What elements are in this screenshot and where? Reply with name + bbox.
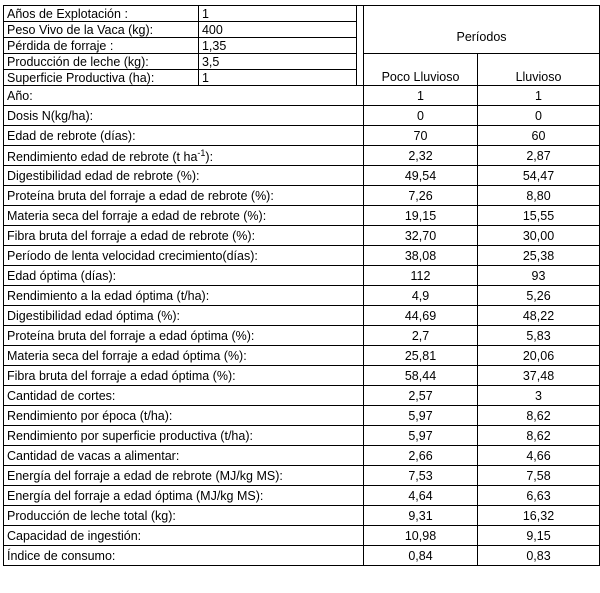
table-row [4,506,600,526]
param-value: 1 [198,70,356,86]
value-poco-lluvioso: 2,57 [364,386,478,406]
value-lluvioso: 15,55 [478,206,600,226]
table-row [4,306,600,326]
row-label: Índice de consumo: [4,546,364,566]
row-label: Digestibilidad edad óptima (%): [4,306,364,326]
value-poco-lluvioso: 5,97 [364,406,478,426]
table-row [4,146,600,166]
row-label: Materia seca del forraje a edad de rebrote (%): [4,206,364,226]
table-row [4,466,600,486]
table-row [4,106,600,126]
value-poco-lluvioso: 5,97 [364,426,478,446]
row-label: Rendimiento a la edad óptima (t/ha): [4,286,364,306]
table-row [4,186,600,206]
value-lluvioso: 48,22 [478,306,600,326]
row-label: Año: [4,86,364,106]
value-lluvioso: 20,06 [478,346,600,366]
value-lluvioso: 93 [478,266,600,286]
row-label: Rendimiento por época (t/ha): [4,406,364,426]
column-header-poco-lluvioso: Poco Lluvioso [364,54,478,86]
table-row [4,366,600,386]
value-poco-lluvioso: 58,44 [364,366,478,386]
value-lluvioso: 9,15 [478,526,600,546]
row-label: Rendimiento por superficie productiva (t/ha): [4,426,364,446]
value-poco-lluvioso: 0 [364,106,478,126]
header-blank [364,6,600,22]
value-poco-lluvioso: 44,69 [364,306,478,326]
value-poco-lluvioso: 2,7 [364,326,478,346]
table-row [4,246,600,266]
value-lluvioso: 5,26 [478,286,600,306]
param-label: Años de Explotación : [4,6,199,22]
row-label-text: Rendimiento edad de rebrote (t ha [7,150,198,165]
param-value: 3,5 [198,54,356,70]
value-lluvioso: 8,62 [478,406,600,426]
table-row [4,206,600,226]
row-label [4,146,364,166]
value-lluvioso: 0,83 [478,546,600,566]
value-poco-lluvioso: 0,84 [364,546,478,566]
value-poco-lluvioso: 38,08 [364,246,478,266]
value-lluvioso: 30,00 [478,226,600,246]
value-lluvioso: 54,47 [478,166,600,186]
header-spacer [356,6,363,86]
param-label: Pérdida de forraje : [4,38,199,54]
value-poco-lluvioso: 25,81 [364,346,478,366]
table-row [4,486,600,506]
row-label: Fibra bruta del forraje a edad de rebrote (%): [4,226,364,246]
table-row [4,266,600,286]
table-row [4,526,600,546]
row-label-superscript: -1 [197,148,206,159]
value-lluvioso: 16,32 [478,506,600,526]
value-poco-lluvioso: 1 [364,86,478,106]
row-label: Cantidad de cortes: [4,386,364,406]
param-label: Peso Vivo de la Vaca (kg): [4,22,199,38]
column-header-lluvioso: Lluvioso [478,54,600,86]
table-row [4,286,600,306]
value-lluvioso: 6,63 [478,486,600,506]
param-value: 1,35 [198,38,356,54]
row-label: Energía del forraje a edad óptima (MJ/kg MS): [4,486,364,506]
value-lluvioso: 8,62 [478,426,600,446]
value-poco-lluvioso: 4,64 [364,486,478,506]
table-row [4,346,600,366]
results-table [3,5,600,566]
results-table-body [4,6,600,566]
table-row [4,386,600,406]
value-lluvioso: 5,83 [478,326,600,346]
row-label: Capacidad de ingestión: [4,526,364,546]
value-poco-lluvioso: 19,15 [364,206,478,226]
value-lluvioso: 25,38 [478,246,600,266]
param-value: 1 [198,6,356,22]
results-sheet [3,5,600,566]
row-label: Proteína bruta del forraje a edad óptima (%): [4,326,364,346]
param-label: Superficie Productiva (ha): [4,70,199,86]
param-row [4,6,600,22]
value-poco-lluvioso: 4,9 [364,286,478,306]
value-lluvioso: 60 [478,126,600,146]
row-label: Producción de leche total (kg): [4,506,364,526]
value-lluvioso: 8,80 [478,186,600,206]
value-poco-lluvioso: 49,54 [364,166,478,186]
value-poco-lluvioso: 32,70 [364,226,478,246]
value-poco-lluvioso: 7,53 [364,466,478,486]
value-lluvioso: 1 [478,86,600,106]
table-row [4,406,600,426]
param-value: 400 [198,22,356,38]
value-lluvioso: 2,87 [478,146,600,166]
table-row [4,126,600,146]
value-lluvioso: 3 [478,386,600,406]
param-row [4,54,600,70]
value-lluvioso: 0 [478,106,600,126]
row-label: Período de lenta velocidad crecimiento(días): [4,246,364,266]
table-row [4,226,600,246]
row-label-suffix: ): [205,150,214,165]
row-label: Edad óptima (días): [4,266,364,286]
value-poco-lluvioso: 112 [364,266,478,286]
periods-header: Períodos [364,22,600,54]
row-label: Digestibilidad edad de rebrote (%): [4,166,364,186]
row-label: Fibra bruta del forraje a edad óptima (%): [4,366,364,386]
table-row [4,446,600,466]
row-label: Materia seca del forraje a edad óptima (%): [4,346,364,366]
table-row [4,546,600,566]
value-lluvioso: 4,66 [478,446,600,466]
param-row [4,22,600,38]
value-poco-lluvioso: 70 [364,126,478,146]
value-lluvioso: 7,58 [478,466,600,486]
row-label: Edad de rebrote (días): [4,126,364,146]
param-label: Producción de leche (kg): [4,54,199,70]
table-row [4,86,600,106]
row-label: Dosis N(kg/ha): [4,106,364,126]
row-label: Proteína bruta del forraje a edad de rebrote (%): [4,186,364,206]
value-poco-lluvioso: 10,98 [364,526,478,546]
value-poco-lluvioso: 2,66 [364,446,478,466]
row-label: Energía del forraje a edad de rebrote (MJ/kg MS): [4,466,364,486]
table-row [4,166,600,186]
table-row [4,326,600,346]
table-row [4,426,600,446]
row-label: Cantidad de vacas a alimentar: [4,446,364,466]
value-poco-lluvioso: 9,31 [364,506,478,526]
value-poco-lluvioso: 7,26 [364,186,478,206]
value-lluvioso: 37,48 [478,366,600,386]
value-poco-lluvioso: 2,32 [364,146,478,166]
